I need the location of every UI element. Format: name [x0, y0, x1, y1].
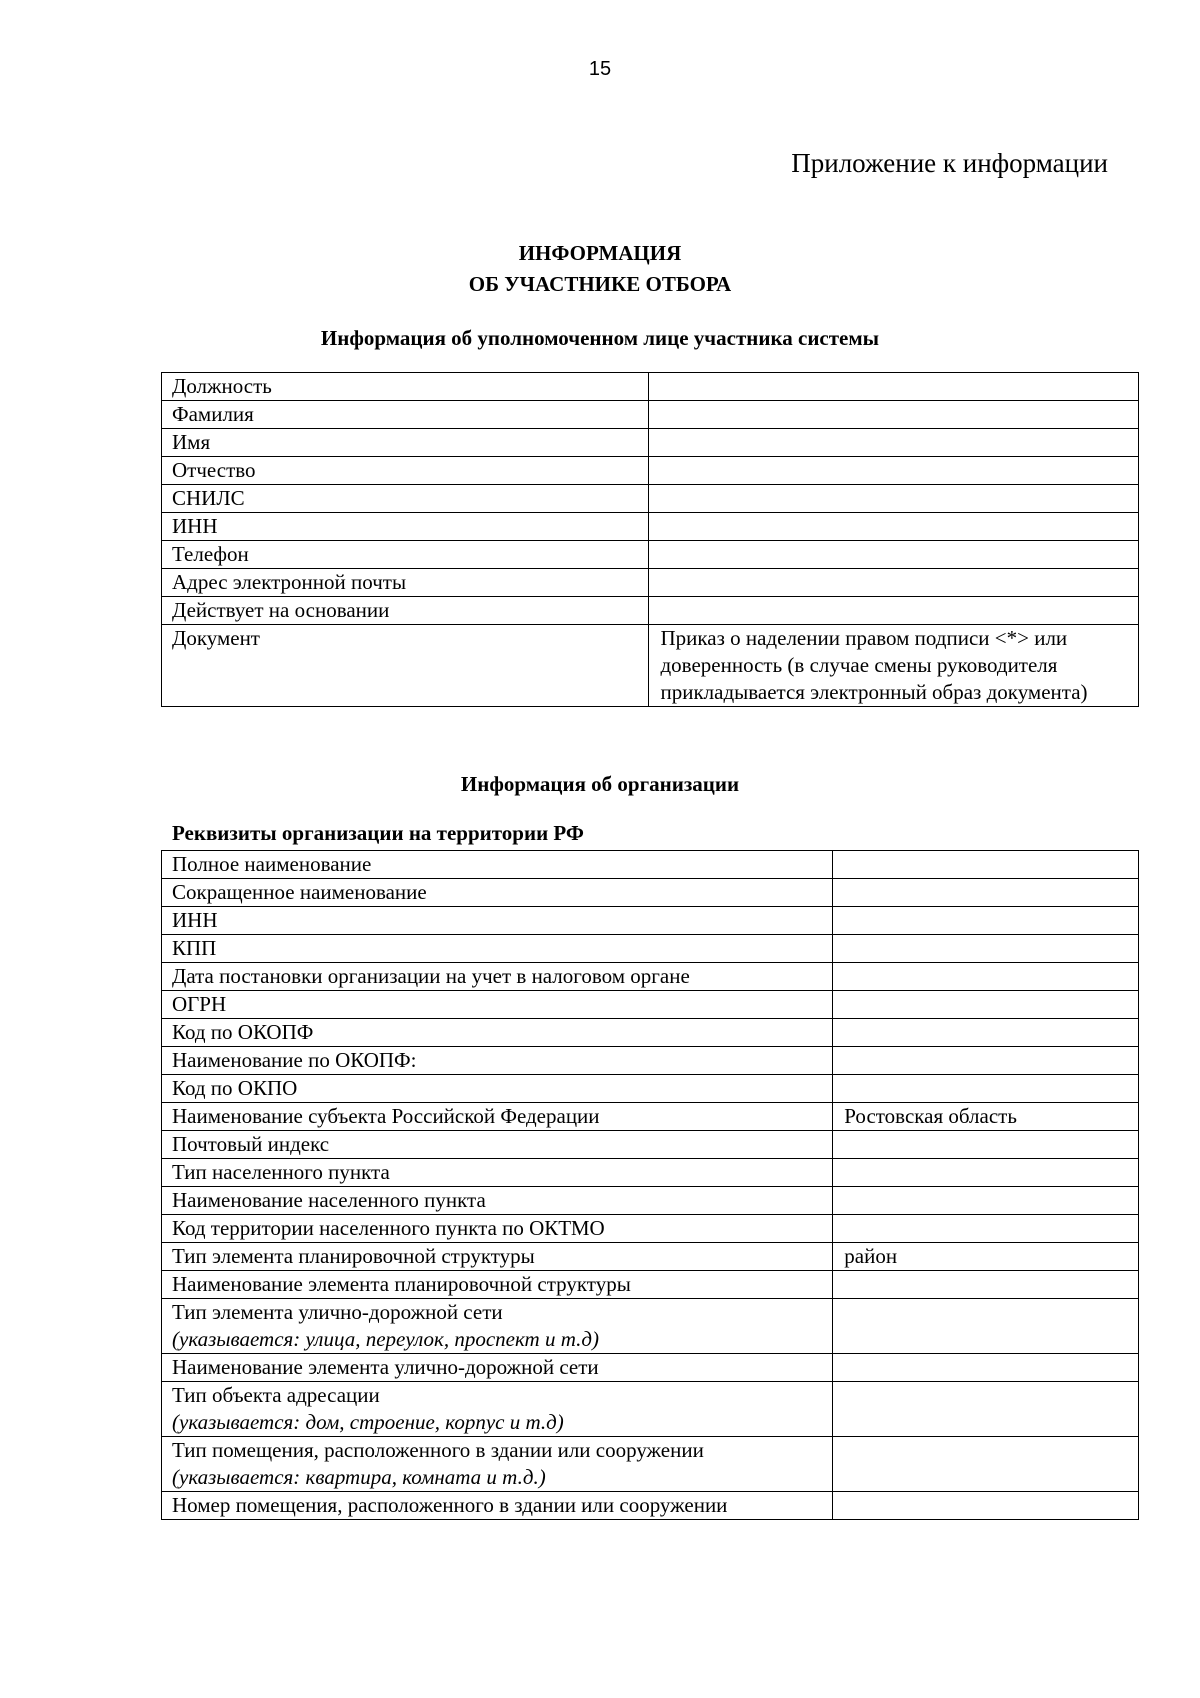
field-label: Документ	[172, 626, 260, 650]
field-label: Адрес электронной почты	[172, 570, 407, 594]
field-label: Код по ОКОПФ	[172, 1020, 314, 1044]
field-label-cell	[162, 1103, 833, 1131]
table-row	[162, 597, 1139, 625]
field-value-cell[interactable]	[649, 401, 1139, 429]
table-row	[162, 1299, 1139, 1354]
field-label-cell	[162, 625, 649, 707]
field-value-cell[interactable]	[833, 1159, 1139, 1187]
field-label-cell	[162, 991, 833, 1019]
field-value-cell[interactable]	[833, 1215, 1139, 1243]
field-value-cell[interactable]	[833, 963, 1139, 991]
field-label: Код территории населенного пункта по ОКТМО	[172, 1216, 605, 1240]
field-value-cell[interactable]	[649, 597, 1139, 625]
organization-requisites-subheading: Реквизиты организации на территории РФ	[172, 821, 584, 845]
field-label-cell	[162, 1382, 833, 1437]
field-label-cell	[162, 1131, 833, 1159]
field-value-cell[interactable]	[833, 991, 1139, 1019]
table-row	[162, 1047, 1139, 1075]
field-label-cell	[162, 541, 649, 569]
field-value-cell[interactable]	[833, 851, 1139, 879]
field-label-cell	[162, 851, 833, 879]
title-line-1: ИНФОРМАЦИЯ	[518, 241, 682, 265]
field-label: СНИЛС	[172, 486, 245, 510]
field-label-cell	[162, 373, 649, 401]
field-label: ОГРН	[172, 992, 227, 1016]
field-label-cell	[162, 907, 833, 935]
field-value-cell[interactable]	[833, 1354, 1139, 1382]
table-row	[162, 1271, 1139, 1299]
table-row	[162, 851, 1139, 879]
table-row	[162, 429, 1139, 457]
field-label: Наименование по ОКОПФ:	[172, 1048, 417, 1072]
authorized-person-heading: Информация об уполномоченном лице участника системы	[320, 326, 880, 350]
field-label: Фамилия	[172, 402, 254, 426]
table-row	[162, 1382, 1139, 1437]
field-label: Почтовый индекс	[172, 1132, 330, 1156]
table-row	[162, 935, 1139, 963]
title-line-2: ОБ УЧАСТНИКЕ ОТБОРА	[468, 272, 732, 296]
field-note: (указывается: квартира, комната и т.д.)	[172, 1465, 546, 1489]
table-row	[162, 879, 1139, 907]
field-label-cell	[162, 1271, 833, 1299]
field-value-cell[interactable]	[833, 1382, 1139, 1437]
field-label-cell	[162, 963, 833, 991]
field-value-cell[interactable]	[833, 1271, 1139, 1299]
table-row	[162, 1103, 1139, 1131]
field-label-cell	[162, 513, 649, 541]
field-label-cell	[162, 1019, 833, 1047]
field-value-cell[interactable]	[833, 935, 1139, 963]
table-row	[162, 1243, 1139, 1271]
organization-requisites-table	[161, 850, 1139, 1520]
field-value-cell[interactable]	[833, 1019, 1139, 1047]
field-label-cell	[162, 457, 649, 485]
field-label-cell	[162, 429, 649, 457]
table-row	[162, 991, 1139, 1019]
appendix-label: Приложение к информации	[791, 148, 1108, 178]
field-label-cell	[162, 569, 649, 597]
field-value-cell[interactable]	[649, 457, 1139, 485]
table-row	[162, 1215, 1139, 1243]
field-label: ИНН	[172, 908, 218, 932]
field-label: Наименование элемента планировочной структуры	[172, 1272, 631, 1296]
field-value-cell[interactable]	[833, 1103, 1139, 1131]
table-row	[162, 569, 1139, 597]
field-label: Полное наименование	[172, 852, 372, 876]
field-value: Приказ о наделении правом подписи <*> или доверенность (в случае смены руководителя прикладывается электронный образ документа)	[660, 626, 1088, 704]
field-label: Код по ОКПО	[172, 1076, 298, 1100]
field-label: Имя	[172, 430, 211, 454]
field-value-cell[interactable]	[649, 513, 1139, 541]
field-label: КПП	[172, 936, 217, 960]
field-value-cell[interactable]	[833, 907, 1139, 935]
table-row	[162, 457, 1139, 485]
table-row	[162, 401, 1139, 429]
field-value-cell[interactable]	[649, 429, 1139, 457]
field-value: район	[844, 1244, 898, 1268]
field-value-cell[interactable]	[833, 1047, 1139, 1075]
field-label: ИНН	[172, 514, 218, 538]
table-row	[162, 1437, 1139, 1492]
field-label-cell	[162, 879, 833, 907]
organization-heading: Информация об организации	[460, 772, 740, 796]
field-value-cell[interactable]	[833, 1075, 1139, 1103]
field-value-cell[interactable]	[649, 485, 1139, 513]
field-label-cell	[162, 1354, 833, 1382]
field-label: Наименование субъекта Российской Федерации	[172, 1104, 600, 1128]
table-row	[162, 541, 1139, 569]
field-label-cell	[162, 1215, 833, 1243]
field-label-cell	[162, 1437, 833, 1492]
field-value-cell[interactable]	[649, 625, 1139, 707]
table-row	[162, 1354, 1139, 1382]
table-row	[162, 485, 1139, 513]
field-label-cell	[162, 1187, 833, 1215]
field-label: Должность	[172, 374, 272, 398]
table-row	[162, 625, 1139, 707]
field-label: Тип помещения, расположенного в здании или сооружении	[172, 1438, 704, 1462]
field-value-cell[interactable]	[833, 879, 1139, 907]
field-label: Отчество	[172, 458, 256, 482]
field-value-cell[interactable]	[649, 373, 1139, 401]
document-title	[0, 238, 1200, 300]
field-value-cell[interactable]	[833, 1243, 1139, 1271]
table-row	[162, 373, 1139, 401]
field-value-cell[interactable]	[833, 1492, 1139, 1520]
page-number: 15	[588, 58, 612, 80]
field-value-cell[interactable]	[833, 1187, 1139, 1215]
field-label-cell	[162, 485, 649, 513]
field-label-cell	[162, 1047, 833, 1075]
field-label-cell	[162, 935, 833, 963]
field-note: (указывается: улица, переулок, проспект и т.д)	[172, 1327, 599, 1351]
field-label-cell	[162, 1075, 833, 1103]
table-row	[162, 963, 1139, 991]
field-label-cell	[162, 1492, 833, 1520]
table-row	[162, 907, 1139, 935]
field-label: Номер помещения, расположенного в здании или сооружении	[172, 1493, 728, 1517]
field-label: Тип элемента улично-дорожной сети	[172, 1300, 503, 1324]
field-value-cell[interactable]	[649, 569, 1139, 597]
authorized-person-table	[161, 372, 1139, 707]
field-label: Телефон	[172, 542, 249, 566]
table-row	[162, 1159, 1139, 1187]
table-row	[162, 1019, 1139, 1047]
field-label: Действует на основании	[172, 598, 390, 622]
field-label-cell	[162, 1243, 833, 1271]
field-label-cell	[162, 1159, 833, 1187]
field-label: Дата постановки организации на учет в налоговом органе	[172, 964, 690, 988]
field-label-cell	[162, 1299, 833, 1354]
field-value-cell[interactable]	[833, 1437, 1139, 1492]
field-value: Ростовская область	[844, 1104, 1017, 1128]
field-value-cell[interactable]	[649, 541, 1139, 569]
field-label: Наименование населенного пункта	[172, 1188, 486, 1212]
field-label: Сокращенное наименование	[172, 880, 427, 904]
table-row	[162, 1492, 1139, 1520]
field-label: Тип элемента планировочной структуры	[172, 1244, 535, 1268]
field-label: Тип населенного пункта	[172, 1160, 390, 1184]
field-label: Наименование элемента улично-дорожной сети	[172, 1355, 599, 1379]
table-row	[162, 1187, 1139, 1215]
field-label: Тип объекта адресации	[172, 1383, 380, 1407]
field-value-cell[interactable]	[833, 1131, 1139, 1159]
field-value-cell[interactable]	[833, 1299, 1139, 1354]
table-row	[162, 1131, 1139, 1159]
table-row	[162, 513, 1139, 541]
table-row	[162, 1075, 1139, 1103]
field-label-cell	[162, 597, 649, 625]
field-label-cell	[162, 401, 649, 429]
field-note: (указывается: дом, строение, корпус и т.д)	[172, 1410, 564, 1434]
